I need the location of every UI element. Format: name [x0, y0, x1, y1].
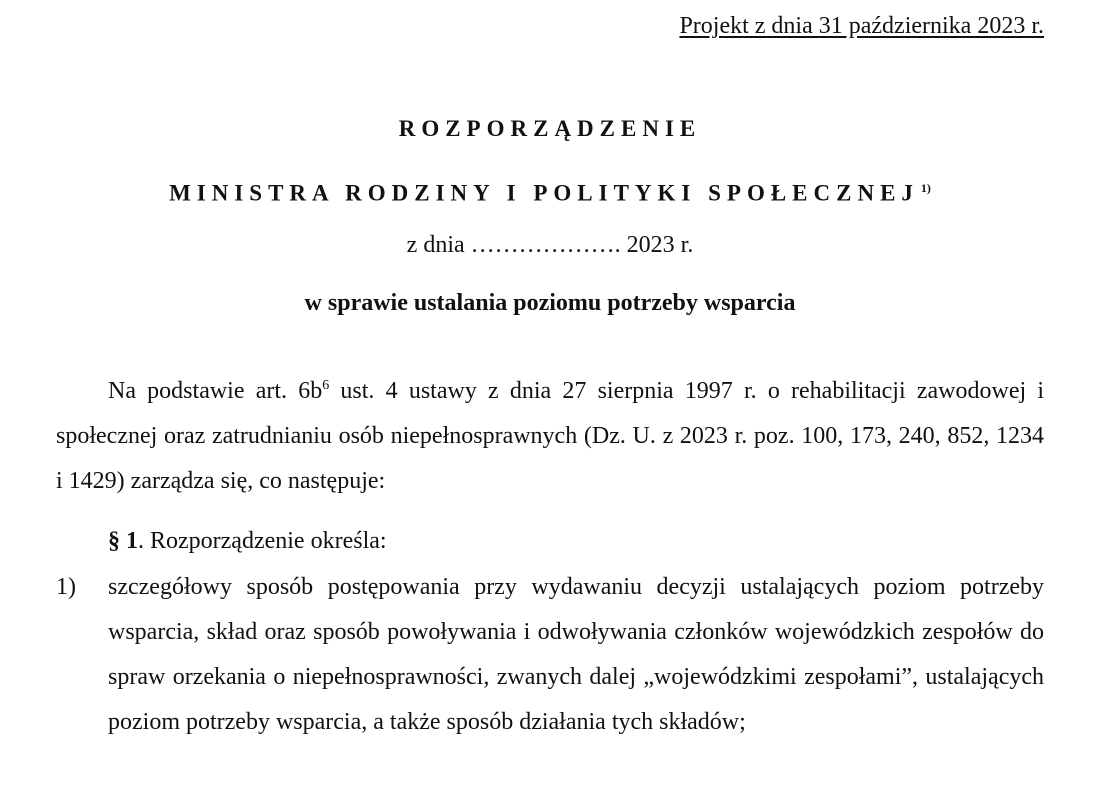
section-heading	[108, 521, 387, 561]
footnote-marker: 1)	[920, 181, 931, 195]
document-subject: w sprawie ustalania poziomu potrzeby wsparcia	[304, 290, 796, 316]
project-date: Projekt z dnia 31 października 2023 r.	[679, 13, 1044, 39]
list-item	[56, 565, 1044, 745]
article-superscript: 6	[322, 378, 330, 393]
issuing-authority-text: MINISTRA RODZINY I POLITYKI SPOŁECZNEJ	[169, 180, 919, 206]
issuing-authority-heading	[0, 170, 1100, 212]
document-type-heading: ROZPORZĄDZENIE	[398, 116, 702, 141]
legal-basis-paragraph	[56, 369, 1044, 504]
legal-basis-end: ust. 4 ustawy z dnia 27 sierpnia 1997 r. o rehabilitacji zawodowej i społecznej oraz zatrudnianiu osób niepełnosprawnych (Dz. U. z 2023 r. poz. 100, 173, 240, 852, 1234 i 1429) zarządza się, co następuje:	[56, 378, 1045, 494]
list-item-number: 1)	[56, 574, 76, 600]
section-text: . Rozporządzenie określa:	[138, 528, 387, 554]
list-item-text: szczegółowy sposób postępowania przy wydawaniu decyzji ustalających poziom potrzeby wsparcia, skład oraz sposób powoływania i odwoływania członków wojewódzkich zespołów do spraw orzekania o niepełnosprawności, zwanych dalej „wojewódzkimi zespołami”, ustalających poziom potrzeby wsparcia, a także sposób działania tych składów;	[108, 574, 1044, 735]
document-date: z dnia ………………. 2023 r.	[406, 232, 694, 258]
section-symbol: § 1	[108, 528, 138, 554]
legal-basis-start: Na podstawie art. 6b	[108, 378, 323, 404]
